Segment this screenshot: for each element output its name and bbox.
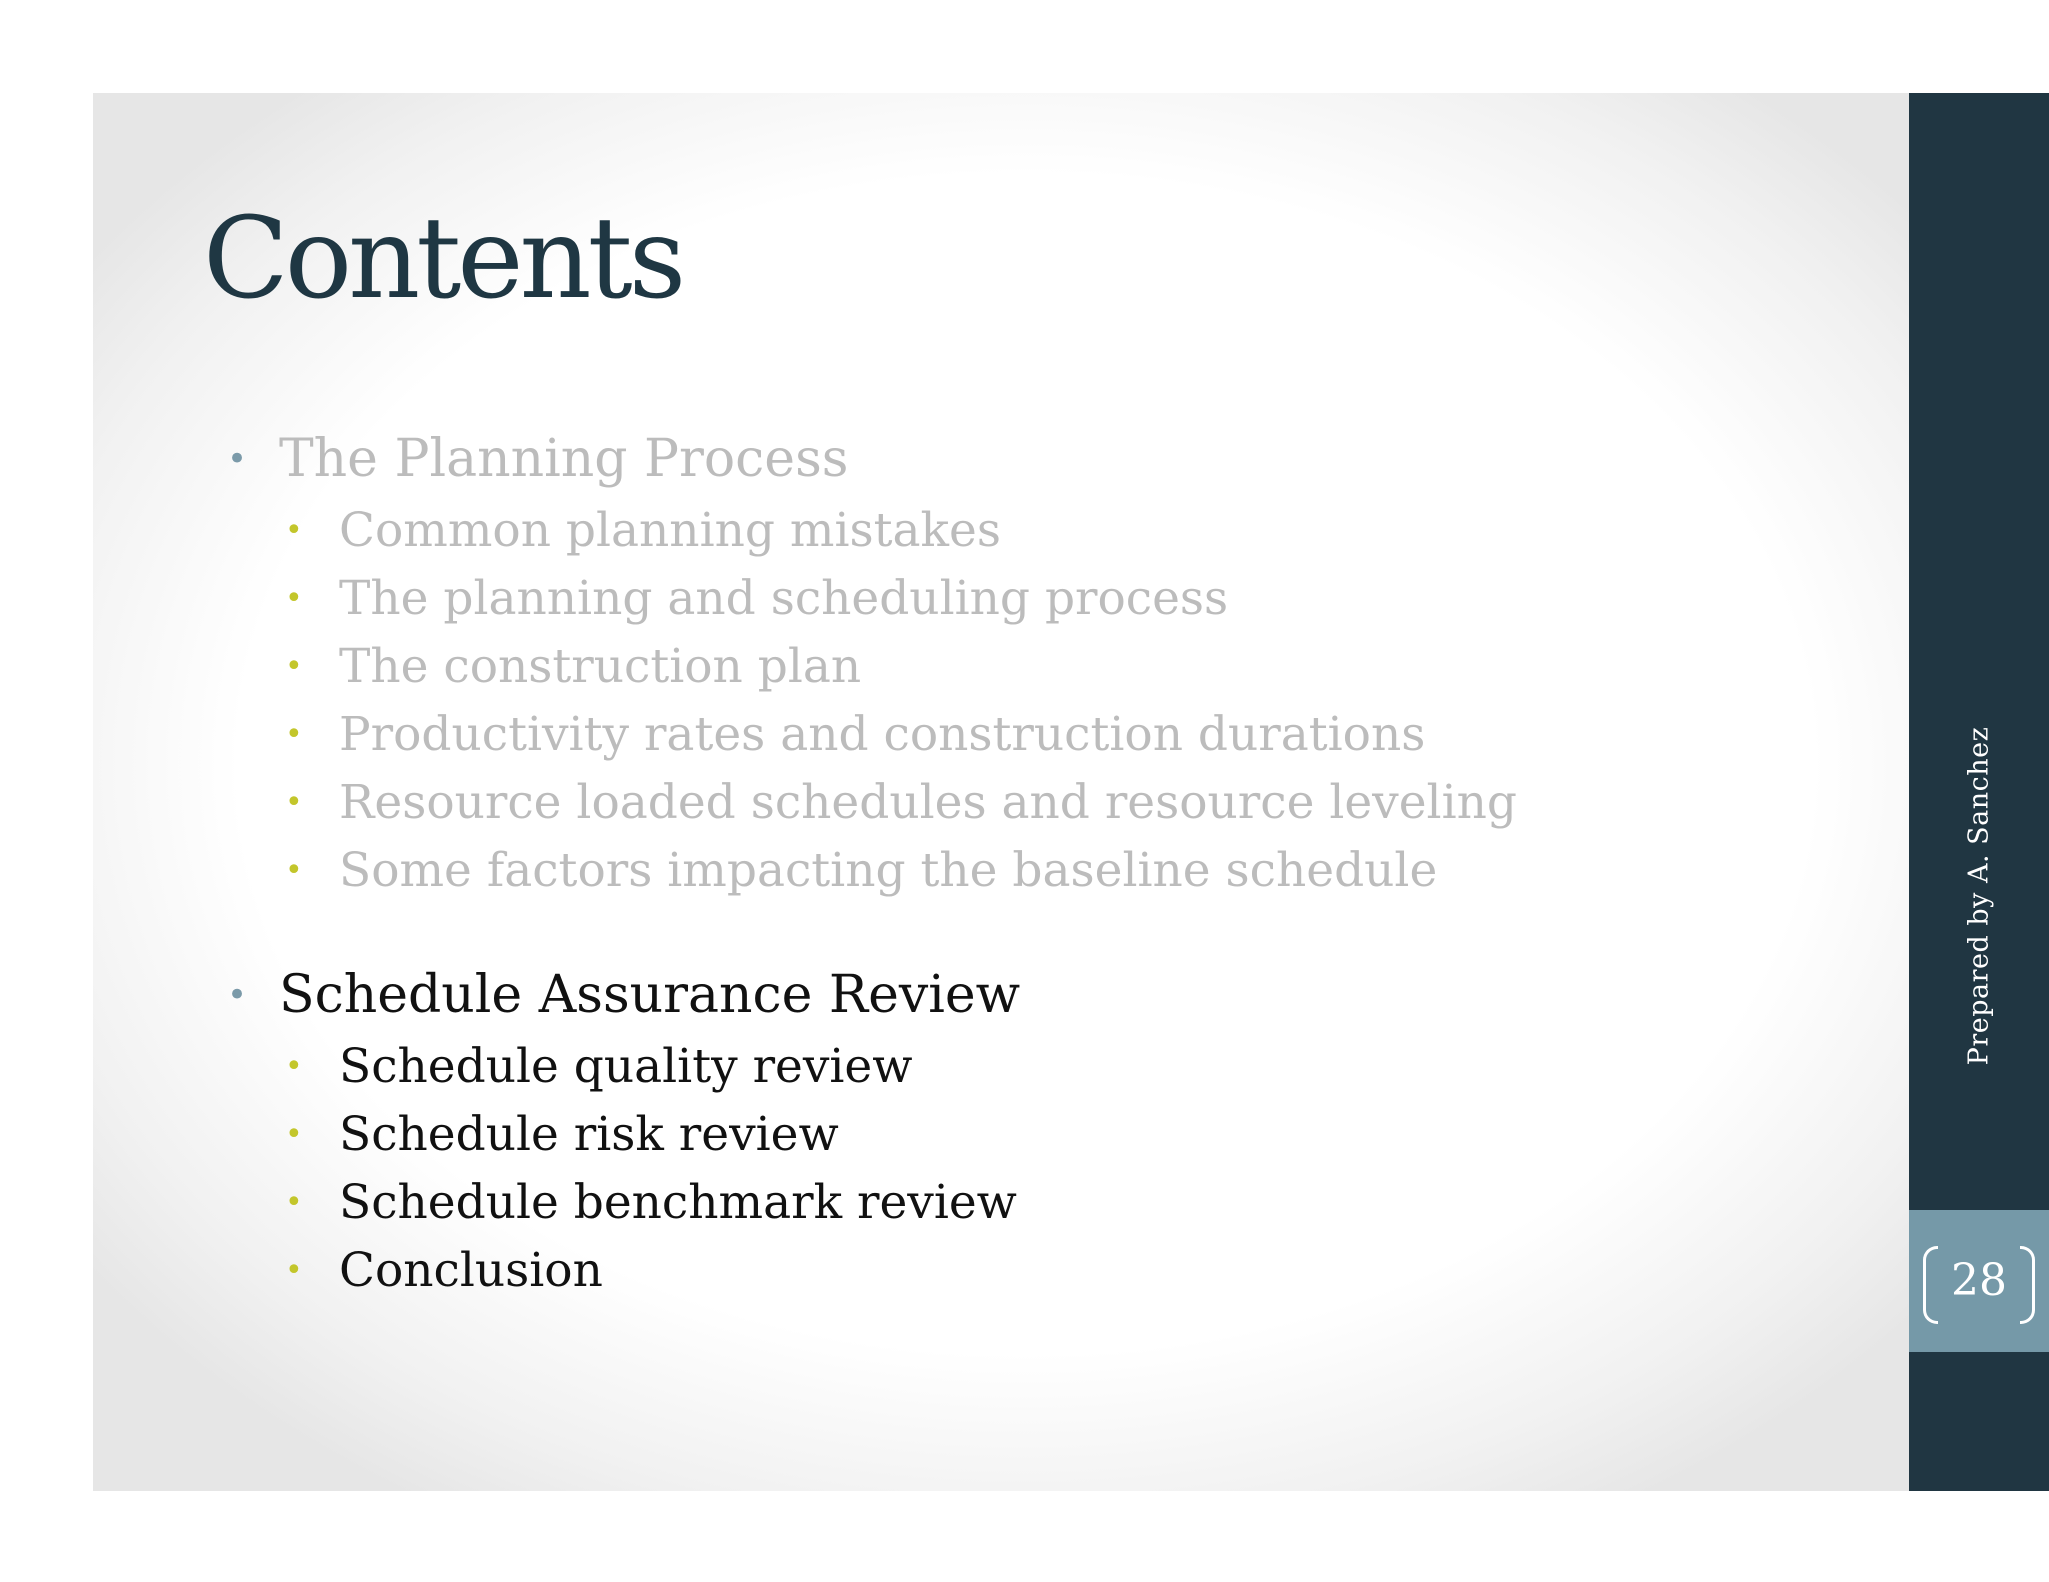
outline-item-label: The planning and scheduling process — [339, 571, 1229, 626]
outline-item — [227, 769, 1807, 837]
outline-item-label: Productivity rates and construction durations — [339, 707, 1426, 762]
bullet-icon: • — [285, 853, 303, 888]
page-number-box — [1909, 1210, 2049, 1352]
outline-item-label: Some factors impacting the baseline schedule — [339, 843, 1438, 898]
slide-title: Contents — [203, 194, 683, 324]
outline-item — [227, 1033, 1807, 1101]
prepared-by-text: Prepared by A. Sanchez — [1963, 726, 1995, 1066]
page-number: 28 — [1951, 1255, 2007, 1306]
slide — [93, 93, 2007, 1491]
bullet-icon: • — [285, 1117, 303, 1152]
outline-section-assurance — [227, 957, 1807, 1305]
outline-item — [227, 1101, 1807, 1169]
outline-heading-label: The Planning Process — [279, 429, 849, 489]
outline-item-label: Conclusion — [339, 1243, 603, 1298]
outline-item-label: Common planning mistakes — [339, 503, 1001, 558]
outline-heading — [227, 957, 1807, 1033]
outline-item — [227, 497, 1807, 565]
bullet-icon: • — [227, 975, 248, 1015]
sidebar — [1909, 93, 2049, 1491]
bullet-icon: • — [285, 717, 303, 752]
outline-item — [227, 633, 1807, 701]
outline-item-label: The construction plan — [339, 639, 862, 694]
outline-section-planning — [227, 421, 1807, 905]
outline-item — [227, 837, 1807, 905]
outline-item — [227, 565, 1807, 633]
outline-item — [227, 1169, 1807, 1237]
bullet-icon: • — [227, 439, 248, 479]
bullet-icon: • — [285, 785, 303, 820]
outline-item — [227, 1237, 1807, 1305]
outline-item-label: Resource loaded schedules and resource leveling — [339, 775, 1517, 830]
contents-outline — [227, 421, 1807, 1305]
outline-item-label: Schedule quality review — [339, 1039, 913, 1094]
outline-item — [227, 701, 1807, 769]
outline-item-label: Schedule risk review — [339, 1107, 839, 1162]
bullet-icon: • — [285, 581, 303, 616]
outline-heading — [227, 421, 1807, 497]
outline-item-label: Schedule benchmark review — [339, 1175, 1017, 1230]
bullet-icon: • — [285, 1253, 303, 1288]
bullet-icon: • — [285, 513, 303, 548]
bullet-icon: • — [285, 1049, 303, 1084]
outline-heading-label: Schedule Assurance Review — [279, 965, 1021, 1025]
bullet-icon: • — [285, 649, 303, 684]
bullet-icon: • — [285, 1185, 303, 1220]
